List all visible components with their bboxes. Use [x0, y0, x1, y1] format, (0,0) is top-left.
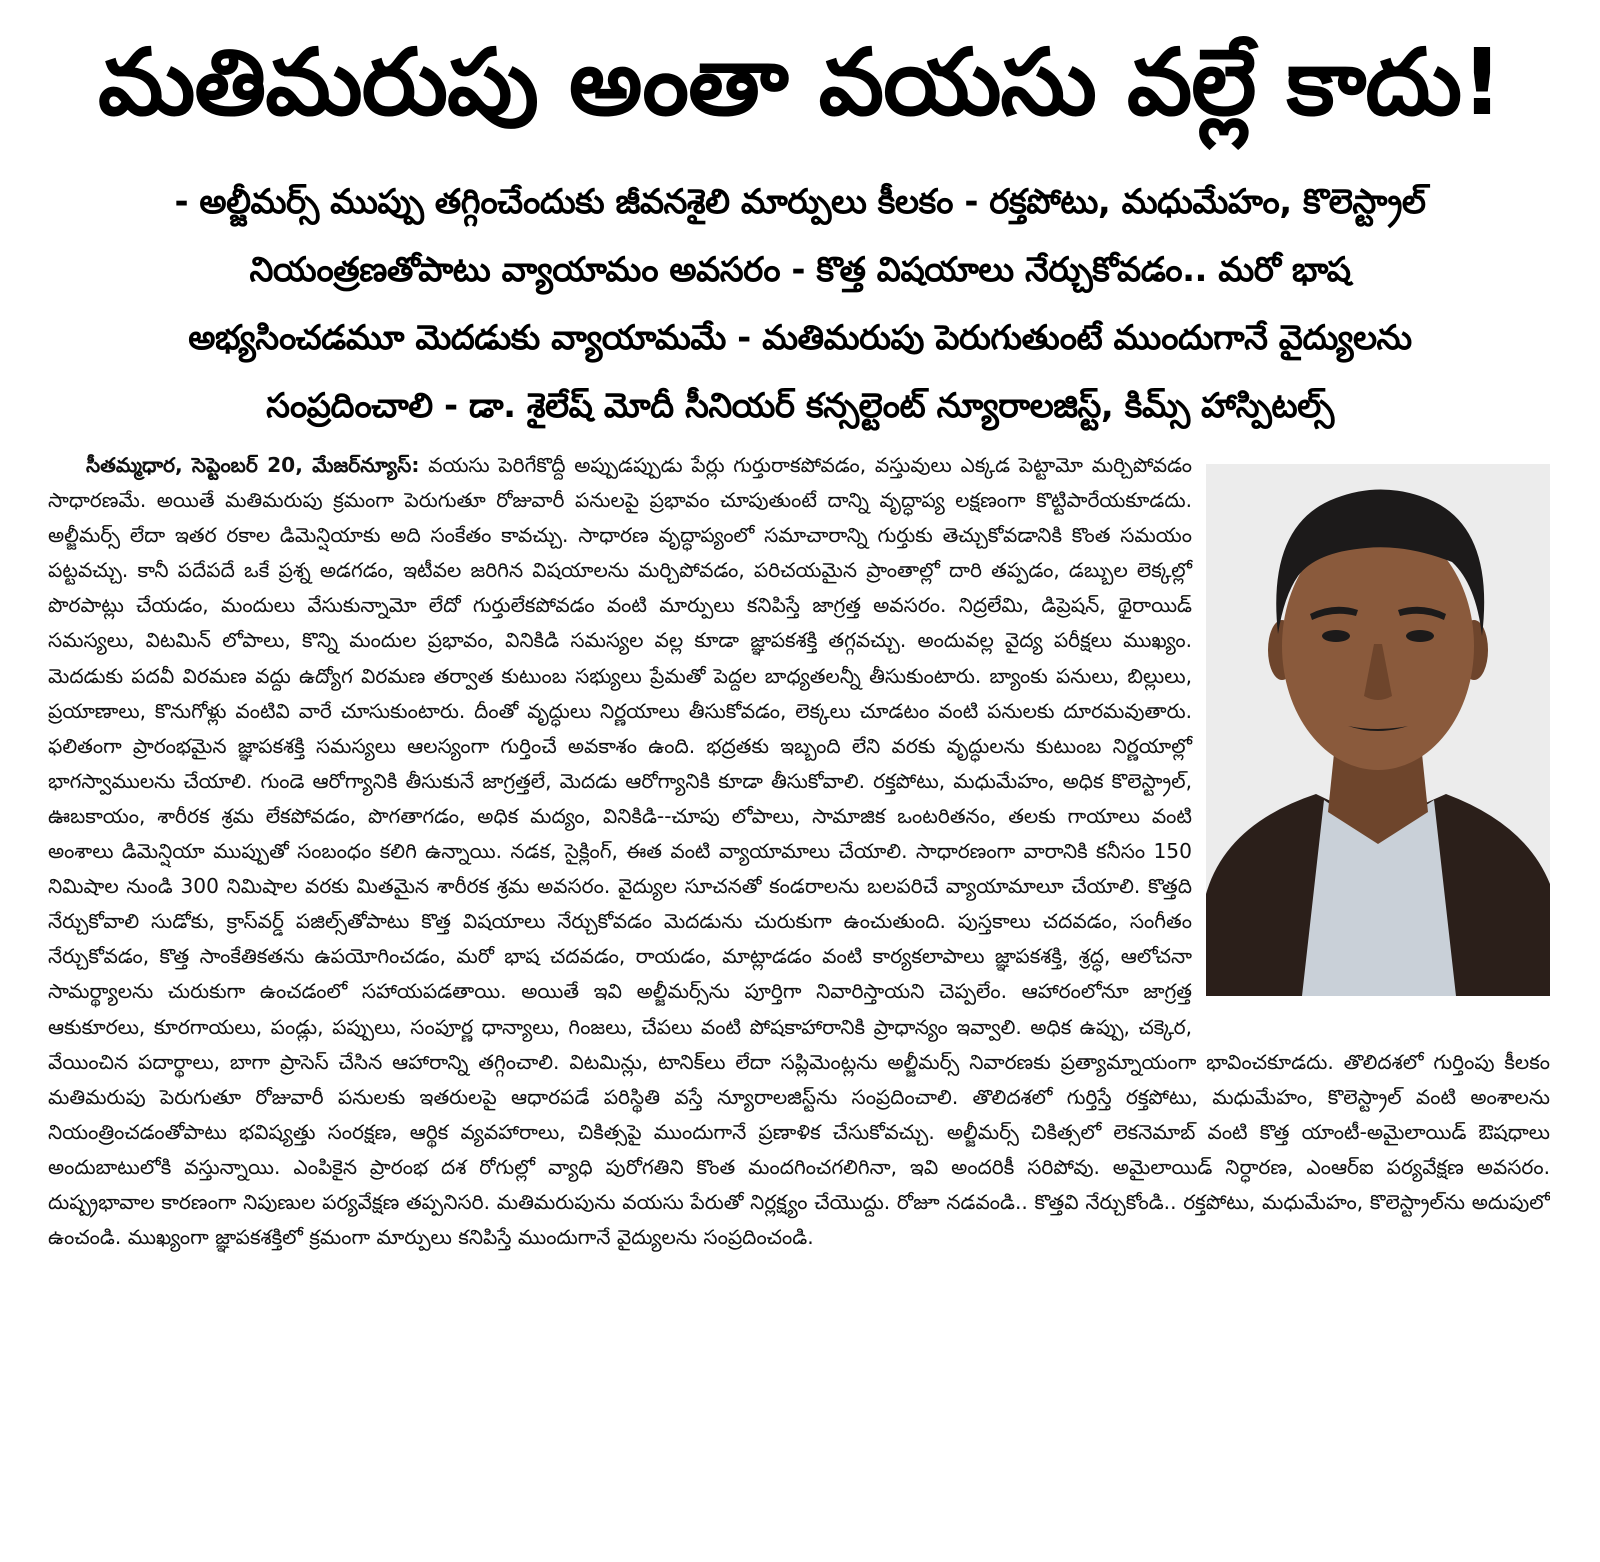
headline: మతిమరుపు అంతా వయసు వల్లే కాదు! — [97, 29, 1503, 136]
deck-line-3: అభ్యసించడమూ మెదడుకు వ్యాయామమే - మతిమరుపు పెరుగుతుంటే ముందుగానే వైద్యులను — [188, 318, 1412, 358]
article-dateline: సీతమ్మధార, సెప్టెంబర్ 20, మేజర్‌న్యూస్: — [86, 453, 420, 477]
portrait-image — [1206, 464, 1550, 996]
article-text: వయసు పెరిగేకొద్దీ అప్పుడప్పుడు పేర్లు గుర్తురాకపోవడం, వస్తువులు ఎక్కడ పెట్టామో మర్చిపోవడం సాధారణమే. అయితే మతిమరుపు క్రమంగా పెరుగుతూ రోజువారీ పనులపై ప్రభావం చూపుతుంటే దాన్ని వృద్ధాప్య లక్షణంగా కొట్టిపారేయకూడదు. అల్జీమర్స్ లేదా ఇతర రకాల డిమెన్షియాకు అది సంకేతం కావచ్చు. సాధారణ వృద్ధాప్యంలో సమాచారాన్ని గుర్తుకు తెచ్చుకోవడానికి కొంత సమయం పట్టవచ్చు. కానీ పదేపదే ఒకే ప్రశ్న అడగడం, ఇటీవల జరిగిన విషయాలను మర్చిపోవడం, పరిచయమైన ప్రాంతాల్లో దారి తప్పడం, డబ్బుల లెక్కల్లో పొరపాట్లు చేయడం, మందులు వేసుకున్నామో లేదో గుర్తులేకపోవడం వంటి మార్పులు కనిపిస్తే జాగ్రత్త అవసరం. నిద్రలేమి, డిప్రెషన్, థైరాయిడ్ సమస్యలు, విటమిన్ లోపాలు, కొన్ని మందుల ప్రభావం, వినికిడి సమస్యల వల్ల కూడా జ్ఞాపకశక్తి తగ్గవచ్చు. అందువల్ల వైద్య పరీక్షలు ముఖ్యం. మెదడుకు పదవీ విరమణ వద్దు ఉద్యోగ విరమణ తర్వాత కుటుంబ సభ్యులు ప్రేమతో పెద్దల బాధ్యతలన్నీ తీసుకుంటారు. బ్యాంకు పనులు, బిల్లులు, ప్రయాణాలు, కొనుగోళ్లు వంటివి వారే చూసుకుంటారు. దీంతో వృద్ధులు నిర్ణయాలు తీసుకోవడం, లెక్కలు చూడటం వంటి పనులకు దూరమవుతారు. ఫలితంగా ప్రారంభమైన జ్ఞాపకశక్తి సమస్యలు ఆలస్యంగా గుర్తించే అవకాశం ఉంది. భద్రతకు ఇబ్బంది లేని వరకు వృద్ధులను కుటుంబ నిర్ణయాల్లో భాగస్వాములను చేయాలి. గుండె ఆరోగ్యానికి తీసుకునే జాగ్రత్తలే, మెదడు ఆరోగ్యానికి కూడా తీసుకోవాలి. రక్తపోటు, మధుమేహం, అధిక కొలెస్ట్రాల్, ఊబకాయం, శారీరక శ్రమ లేకపోవడం, పొగతాగడం, అధిక మద్యం, వినికిడి--చూపు లోపాలు, సామాజిక ఒంటరితనం, తలకు గాయాలు వంటి అంశాలు డిమెన్షియా ముప్పుతో సంబంధం కలిగి ఉన్నాయి. నడక, సైక్లింగ్, ఈత వంటి వ్యాయామాలు చేయాలి. సాధారణంగా వారానికి కనీసం 150 నిమిషాల నుండి 300 నిమిషాల వరకు మితమైన శారీరక శ్రమ అవసరం. వైద్యుల సూచనతో కండరాలను బలపరిచే వ్యాయామాలూ చేయాలి. కొత్తది నేర్చుకోవాలి సుడోకు, క్రాస్‌వర్డ్ పజిల్స్‌తోపాటు కొత్త విషయాలు నేర్చుకోవడం మెదడును చురుకుగా ఉంచుతుంది. పుస్తకాలు చదవడం, సంగీతం నేర్చుకోవడం, కొత్త సాంకేతికతను ఉపయోగించడం, మరో భాష చదవడం, రాయడం, మాట్లాడడం వంటి కార్యకలాపాలు జ్ఞాపకశక్తి, శ్రద్ధ, ఆలోచనా సామర్థ్యాలను చురుకుగా ఉంచడంలో సహాయపడతాయి. అయితే ఇవి అల్జీమర్స్‌ను పూర్తిగా నివారిస్తాయని చెప్పలేం. ఆహారంలోనూ జాగ్రత్త ఆకుకూరలు, కూరగాయలు, పండ్లు, పప్పులు, సంపూర్ణ ధాన్యాలు, గింజలు, చేపలు వంటి పోషకాహారానికి ప్రాధాన్యం ఇవ్వాలి. అధిక ఉప్పు, చక్కెర, వేయించిన పదార్థాలు, బాగా ప్రాసెస్ చేసిన ఆహారాన్ని తగ్గించాలి. విటమిన్లు, టానిక్‌లు లేదా సప్లిమెంట్లను అల్జీమర్స్ నివారణకు ప్రత్యామ్నాయంగా భావించకూడదు. తొలిదశలో గుర్తింపు కీలకం మతిమరుపు పెరుగుతూ రోజువారీ పనులకు ఇతరులపై ఆధారపడే పరిస్థితి వస్తే న్యూరాలజిస్ట్‌ను సంప్రదించాలి. తొలిదశలో గుర్తిస్తే రక్తపోటు, మధుమేహం, కొలెస్ట్రాల్ వంటి అంశాలను నియంత్రించడంతోపాటు భవిష్యత్తు సంరక్షణ, ఆర్థిక వ్యవహారాలు, చికిత్సపై ముందుగానే ప్రణాళిక చేసుకోవచ్చు. అల్జీమర్స్ చికిత్సలో లెకనెమాబ్ వంటి కొత్త యాంటీ-అమైలాయిడ్ ఔషధాలు అందుబాటులోకి వస్తున్నాయి. ఎంపికైన ప్రారంభ దశ రోగుల్లో వ్యాధి పురోగతిని కొంత మందగించగలిగినా, ఇవి అందరికీ సరిపోవు. అమైలాయిడ్ నిర్ధారణ, ఎంఆర్‌ఐ పర్యవేక్షణ అవసరం. దుష్ప్రభావాల కారణంగా నిపుణుల పర్యవేక్షణ తప్పనిసరి. మతిమరుపును వయసు పేరుతో నిర్లక్ష్యం చేయొద్దు. రోజూ నడవండి.. కొత్తవి నేర్చుకోండి.. రక్తపోటు, మధుమేహం, కొలెస్ట్రాల్‌ను అదుపులో ఉంచండి. ముఖ్యంగా జ్ఞాపకశక్తిలో క్రమంగా మార్పులు కనిపిస్తే ముందుగానే వైద్యులను సంప్రదించండి. — [48, 453, 1550, 1250]
article-body — [48, 448, 1550, 1556]
portrait-photo — [1206, 464, 1550, 1014]
deck — [40, 172, 1560, 444]
deck-line-4: సంప్రదించాలి - డా. శైలేష్ మోదీ సీనియర్ కన్సల్టెంట్ న్యూరాలజిస్ట్, కిమ్స్ హాస్పిటల్స్ — [266, 386, 1334, 426]
photo-eye-left — [1322, 630, 1350, 642]
photo-eye-right — [1406, 630, 1434, 642]
deck-line-2: నియంత్రణతోపాటు వ్యాయామం అవసరం - కొత్త విషయాలు నేర్చుకోవడం.. మరో భాష — [249, 250, 1351, 290]
deck-line-1: - అల్జీమర్స్ ముప్పు తగ్గించేందుకు జీవనశైలి మార్పులు కీలకం - రక్తపోటు, మధుమేహం, కొలెస్ట్రాల్ — [174, 182, 1426, 222]
